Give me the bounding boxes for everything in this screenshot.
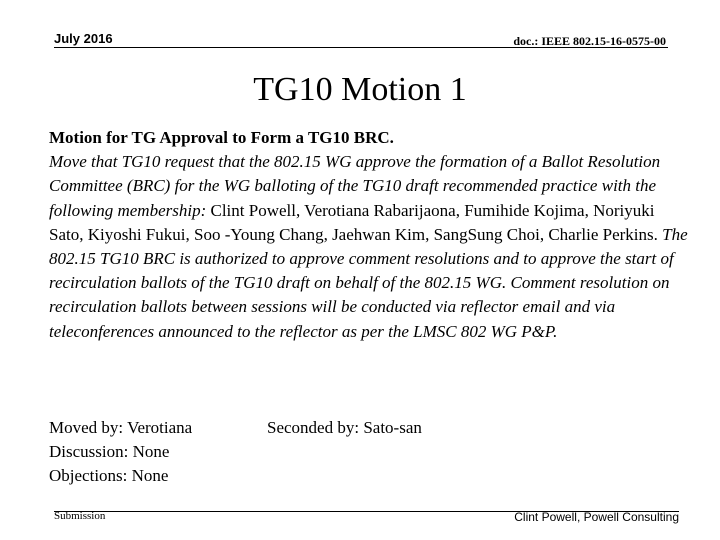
motion-members: Clint Powell, Verotiana Rabarijaona, Fumihide Kojima, Noriyuki Sato, Kiyoshi Fukui, Soo -Young Chang, Jaehwan Kim, SangSung Choi, Charlie Perkins. bbox=[49, 200, 658, 244]
seconded-by: Seconded by: Sato-san bbox=[267, 418, 422, 437]
motion-text bbox=[49, 150, 689, 344]
slide-title: TG10 Motion 1 bbox=[253, 71, 467, 108]
discussion: Discussion: None bbox=[49, 442, 170, 461]
motion-text-part2: The 802.15 TG10 BRC is authorized to approve comment resolutions and to approve the start of recirculation ballots of the TG10 draft on behalf of the 802.15 WG. Comment resolution on recirculation ballots between sessions will be conducted via reflector email and via teleconferences announced to the reflector as per the LMSC 802 WG P&P. bbox=[49, 224, 688, 341]
vote-record bbox=[49, 416, 192, 488]
footer-author: Clint Powell, Powell Consulting bbox=[514, 510, 679, 524]
motion-body bbox=[49, 126, 689, 344]
moved-by: Moved by: Verotiana bbox=[49, 418, 193, 437]
motion-text-part1: Move that TG10 request that the 802.15 WG approve the formation of a Ballot Resolution Committee (BRC) for the WG balloting of the TG10 draft recommended practice with the following membership: bbox=[49, 152, 661, 220]
header-doc-id: doc.: IEEE 802.15-16-0575-00 bbox=[513, 34, 666, 48]
header-divider bbox=[54, 47, 668, 48]
objections: Objections: None bbox=[49, 466, 169, 485]
header-date: July 2016 bbox=[54, 31, 113, 46]
motion-heading: Motion for TG Approval to Form a TG10 BRC. bbox=[49, 128, 394, 147]
footer-submission: Submission bbox=[54, 510, 106, 522]
